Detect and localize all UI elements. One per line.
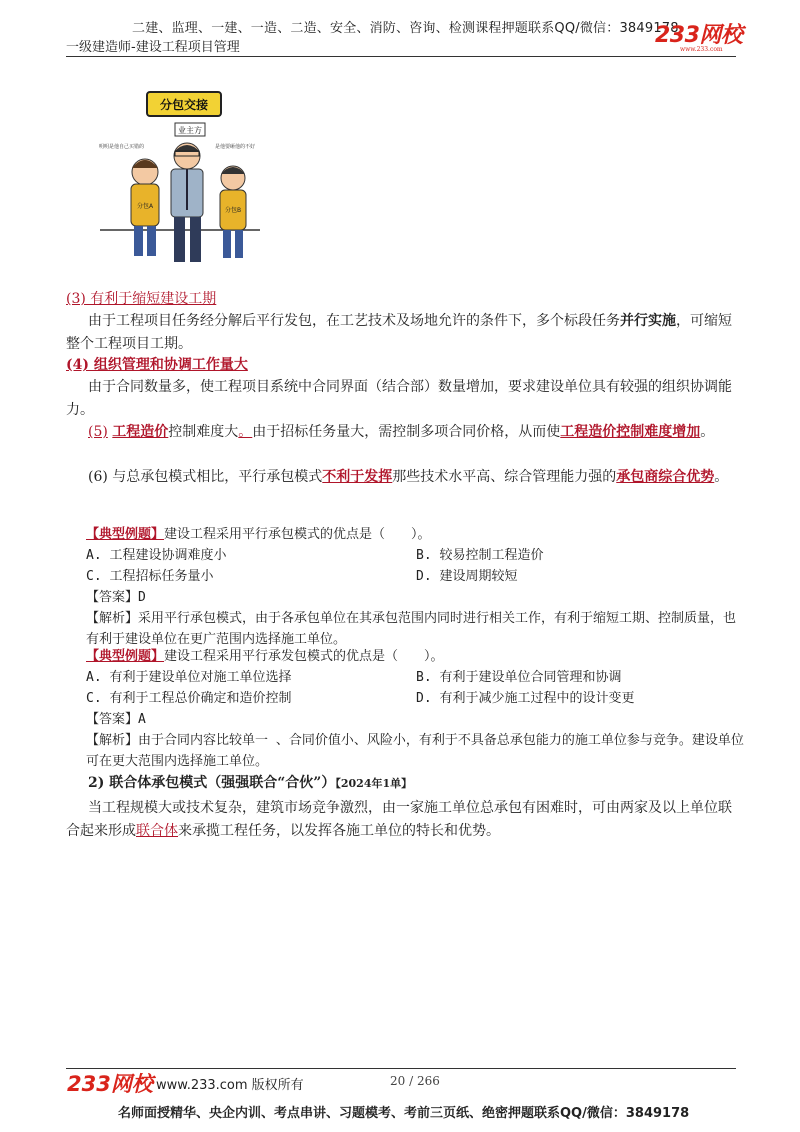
footer-copyright: www.233.com 版权所有 — [156, 1078, 304, 1093]
para-contractor-advantage: (6) 与总承包模式相比，平行承包模式不利于发挥那些技术水平高、综合管理能力强的承包商综合优势。 — [88, 469, 729, 485]
example-question-2: 【典型例题】建设工程采用平行承发包模式的优点是（ ）。 A. 有利于建设单位对施工单位选择 B. 有利于建设单位合同管理和协调 C. 有利于工程总价确定和造价控制 D. 有利于减少施工过程中的设计变更 【答案】A 【解析】由于合同内容比较单一 、合同价值小、风险小，有利于不具备总承包能力的施工单位参与竞争。建设单位可在更大范围内选择施工单位。 — [86, 646, 746, 772]
brand-logo-url: www.233.com — [680, 46, 723, 53]
brand-logo: 233网校 — [655, 23, 743, 48]
para-joint-venture: 当工程规模大或技术复杂，建筑市场竞争激烈，由一家施工单位总承包有困难时，可由两家及以上单位联合起来形成联合体来承揽工程任务，以发挥各施工单位的特长和优势。 — [66, 800, 732, 839]
shirt-right: 分包B — [224, 207, 242, 214]
owner-label: 业主方 — [178, 126, 202, 135]
example-tag: 【典型例题】 — [86, 527, 165, 542]
subcontract-illustration — [95, 80, 267, 275]
answer: 【答案】D — [86, 590, 146, 605]
exam-tag: 【2024年1单】 — [335, 777, 413, 790]
heading-joint-venture: 2) 联合体承包模式（强强联合“合伙”）【2024年1单】 — [88, 775, 413, 791]
speech-left: 明明是他自己买错的 — [99, 144, 145, 150]
footer-rule — [66, 1068, 736, 1069]
para-shorten-duration: 由于工程项目任务经分解后平行发包，在工艺技术及场地允许的条件下，多个标段任务并行实施，可缩短整个工程项目工期。 — [66, 313, 732, 352]
header-rule — [66, 56, 736, 57]
header-contact-line: 二建、监理、一建、一造、二造、安全、消防、咨询、检测课程押题联系QQ/微信：3849178 — [132, 21, 679, 36]
heading-shorten-duration: (3) 有利于缩短建设工期 — [66, 291, 217, 307]
analysis: 【解析】采用平行承包模式，由于各承包单位在其承包范围内同时进行相关工作，有利于缩短工期、控制质量，也有利于建设单位在更广范围内选择施工单位。 — [86, 611, 737, 647]
heading-coordination-workload: (4) 组织管理和协调工作量大 — [66, 357, 248, 373]
shirt-left: 分包A — [136, 203, 154, 210]
example-tag: 【典型例题】 — [86, 649, 165, 664]
illustration-badge: 分包交接 — [159, 98, 209, 112]
para-coordination-workload: 由于合同数量多，使工程项目系统中合同界面（结合部）数量增加，要求建设单位具有较强的组织协调能力。 — [66, 379, 732, 418]
example-question-1: 【典型例题】建设工程采用平行承包模式的优点是（ ）。 A. 工程建设协调难度小 B. 较易控制工程造价 C. 工程招标任务量小 D. 建设周期较短 【答案】D 【解析】采用平行承包模式，由于各承包单位在其承包范围内同时进行相关工作，有利于缩短工期、控制质量，也有利于建设单位在更广范围内选择施工单位。 — [86, 524, 746, 650]
answer: 【答案】A — [86, 712, 146, 727]
speech-right: 是他要砸他的不好 — [215, 144, 256, 150]
footer-contact-note: 名师面授精华、央企内训、考点串讲、习题模考、考前三页纸、绝密押题联系QQ/微信：3849178 — [118, 1106, 690, 1121]
analysis: 【解析】由于合同内容比较单一 、合同价值小、风险小，有利于不具备总承包能力的施工单位参与竞争。建设单位可在更大范围内选择施工单位。 — [86, 733, 744, 769]
page-number: 20 / 266 — [390, 1074, 440, 1088]
header-subject-title: 一级建造师-建设工程项目管理 — [66, 40, 240, 55]
para-cost-control: (5) 工程造价控制难度大。由于招标任务量大，需控制多项合同价格，从而使工程造价控制难度增加。 — [88, 424, 715, 440]
footer-logo: 233网校 — [67, 1072, 153, 1096]
